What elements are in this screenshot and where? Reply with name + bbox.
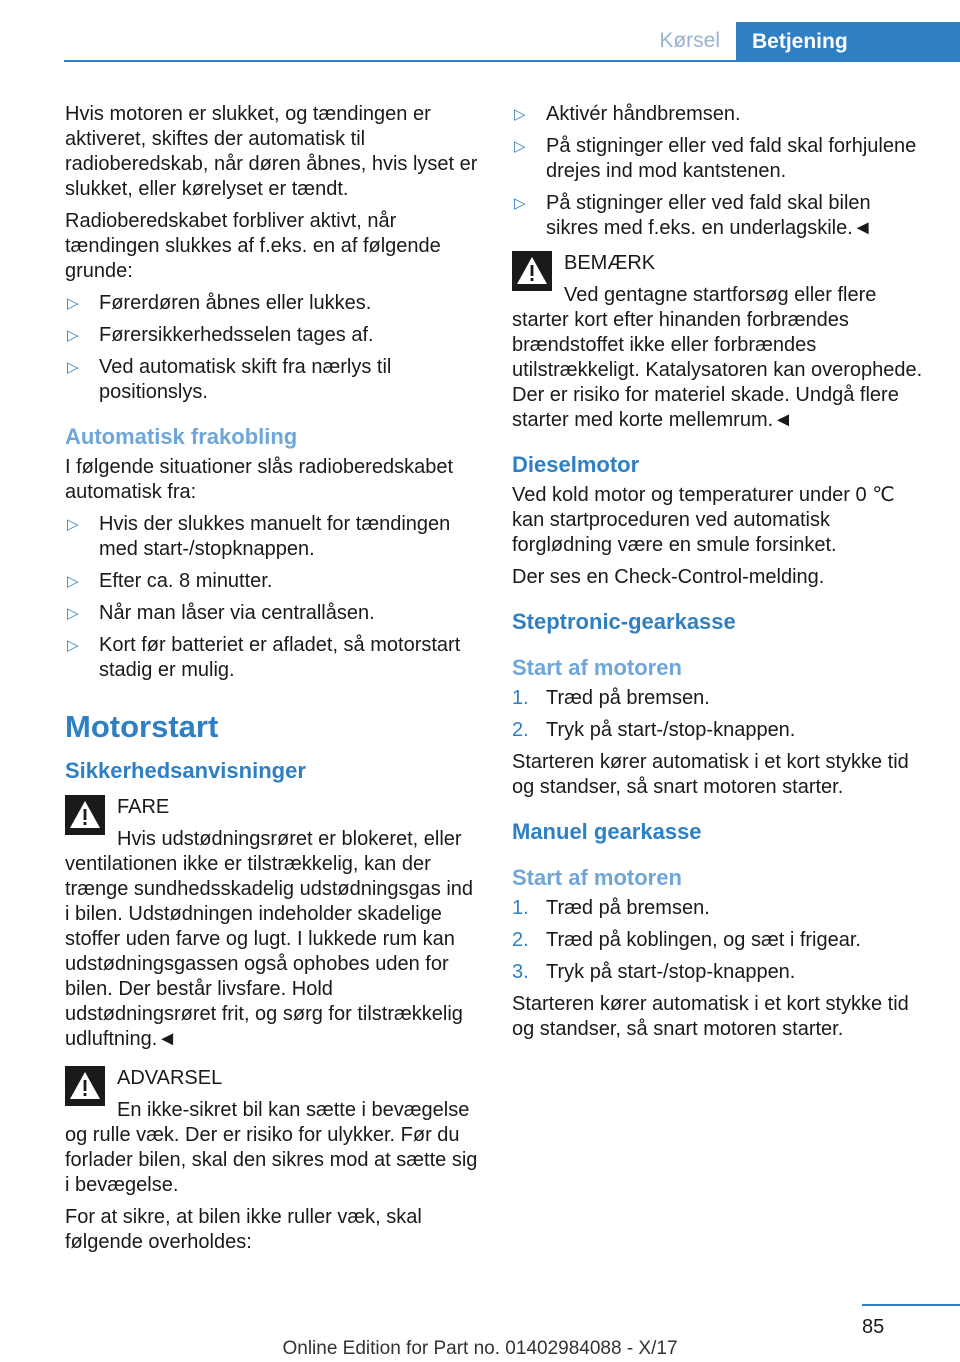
edition-footer: Online Edition for Part no. 01402984088 - X/17 (282, 1338, 678, 1359)
warning-title: BEMÆRK (564, 252, 656, 274)
page-header (0, 0, 960, 62)
bullet-list (65, 291, 478, 405)
list-item: ▷ Ved automatisk skift fra nærlys til positionslys. (67, 356, 392, 403)
list-item: ▷ Når man låser via centrallåsen. (67, 602, 375, 624)
warning-title: ADVARSEL (117, 1067, 223, 1089)
warning-text: Hvis udstødningsrøret er blokeret, eller ventilationen ikke er tilstrækkelig, kan der trænge sundhedsskadelig udstødningsgas ind i bilen. Udstødningen indeholder skadelige stoffer uden farve og lugt. I lukkede rum kan udstødningsgassen også ophobes uden for bilen. Der består livsfare. Hold udstødningsrøret frit, og sørg for tilstrækkelig udluftning.◄ (65, 828, 474, 1050)
left-column (65, 102, 478, 1262)
list-item: 2. Tryk på start-/stop-knappen. (512, 719, 796, 741)
list-item: ▷ Aktivér håndbremsen. (514, 103, 741, 125)
header-tab-betjening: Betjening (736, 22, 960, 61)
triangle-bullet-icon: ▷ (67, 605, 79, 622)
warning-text: Ved gentagne startforsøg eller flere starter kort efter hinanden forbrændes brændstoffet ikke eller forbrændes utilstrækkeligt. Katalysatoren kan overophede. Der er risiko for materiel skade. Undgå flere starter med korte mellemrum.◄ (512, 284, 923, 431)
numbered-list (512, 896, 928, 985)
list-item: ▷ Kort før batteriet er afladet, så motorstart stadig er mulig. (67, 634, 461, 681)
header-tab-korsel: Kørsel (659, 29, 720, 52)
heading-dieselmotor: Dieselmotor (512, 452, 640, 477)
right-column (512, 102, 928, 1049)
warning-triangle-icon (65, 1066, 105, 1106)
step-number: 3. (512, 961, 529, 983)
step-number: 2. (512, 719, 529, 741)
list-item: 1. Træd på bremsen. (512, 687, 710, 709)
subheading-automatisk-frakobling: Automatisk frakobling (65, 424, 298, 449)
heading-manuel-gearkasse: Manuel gearkasse (512, 819, 702, 844)
paragraph: Starteren kører automatisk i et kort stykke tid og standser, så snart motoren starter. (512, 751, 909, 798)
list-item: ▷ Førersikkerhedsselen tages af. (67, 324, 374, 346)
bullet-list (512, 102, 928, 241)
step-number: 1. (512, 687, 529, 709)
warning-box-advarsel (65, 1066, 478, 1198)
warning-box-fare (65, 795, 478, 1052)
paragraph: Hvis motoren er slukket, og tændingen er aktiveret, skiftes der automatisk til radioberedskab, når døren åbnes, hvis lyset er slukket, eller kørelyset er tændt. (65, 103, 478, 200)
list-item: 1. Træd på bremsen. (512, 897, 710, 919)
header-rule (64, 60, 960, 62)
triangle-bullet-icon: ▷ (67, 573, 79, 590)
bullet-list (65, 512, 478, 683)
heading-motorstart: Motorstart (65, 709, 219, 744)
paragraph: Starteren kører automatisk i et kort stykke tid og standser, så snart motoren starter. (512, 993, 909, 1040)
paragraph: I følgende situationer slås radioberedskabet automatisk fra: (65, 456, 454, 503)
list-item: ▷ Efter ca. 8 minutter. (67, 570, 273, 592)
footer-rule (862, 1304, 960, 1306)
page-number: 85 (862, 1316, 885, 1338)
heading-sikkerhedsanvisninger: Sikkerhedsanvisninger (65, 758, 306, 783)
triangle-bullet-icon: ▷ (67, 327, 79, 344)
warning-text: En ikke-sikret bil kan sætte i bevægelse og rulle væk. Der er risiko for ulykker. Før du forlader bilen, skal den sikres mod at sætte sig i bevægelse. (65, 1099, 478, 1196)
triangle-bullet-icon: ▷ (67, 516, 79, 533)
step-number: 2. (512, 929, 529, 951)
list-item: ▷ Hvis der slukkes manuelt for tændingen med start-/stopknappen. (67, 513, 451, 560)
list-item: ▷ Førerdøren åbnes eller lukkes. (67, 292, 372, 314)
triangle-bullet-icon: ▷ (67, 295, 79, 312)
subheading-start-af-motoren: Start af motoren (512, 655, 682, 680)
paragraph: Radioberedskabet forbliver aktivt, når tændingen slukkes af f.eks. en af følgende grunde: (65, 210, 441, 282)
paragraph: Der ses en Check-Control-melding. (512, 566, 825, 588)
triangle-bullet-icon: ▷ (67, 637, 79, 654)
triangle-bullet-icon: ▷ (67, 359, 79, 376)
numbered-list (512, 686, 928, 743)
subheading-start-af-motoren: Start af motoren (512, 865, 682, 890)
step-number: 1. (512, 897, 529, 919)
list-item: ▷ På stigninger eller ved fald skal forhjulene drejes ind mod kantstenen. (514, 135, 917, 182)
triangle-bullet-icon: ▷ (514, 138, 526, 155)
list-item: ▷ På stigninger eller ved fald skal bilen sikres med f.eks. en underlagskile.◄ (514, 192, 873, 239)
paragraph: For at sikre, at bilen ikke ruller væk, skal følgende overholdes: (65, 1206, 422, 1253)
warning-triangle-icon (512, 251, 552, 291)
heading-steptronic-gearkasse: Steptronic-gearkasse (512, 609, 736, 634)
triangle-bullet-icon: ▷ (514, 106, 526, 123)
paragraph: Ved kold motor og temperaturer under 0 ℃ kan startproceduren ved automatisk forglødning være en smule forsinket. (512, 484, 895, 556)
list-item: 2. Træd på koblingen, og sæt i frigear. (512, 929, 861, 951)
list-item: 3. Tryk på start-/stop-knappen. (512, 961, 796, 983)
warning-triangle-icon (65, 795, 105, 835)
warning-box-bemaerk (512, 251, 928, 433)
warning-title: FARE (117, 796, 170, 818)
triangle-bullet-icon: ▷ (514, 195, 526, 212)
